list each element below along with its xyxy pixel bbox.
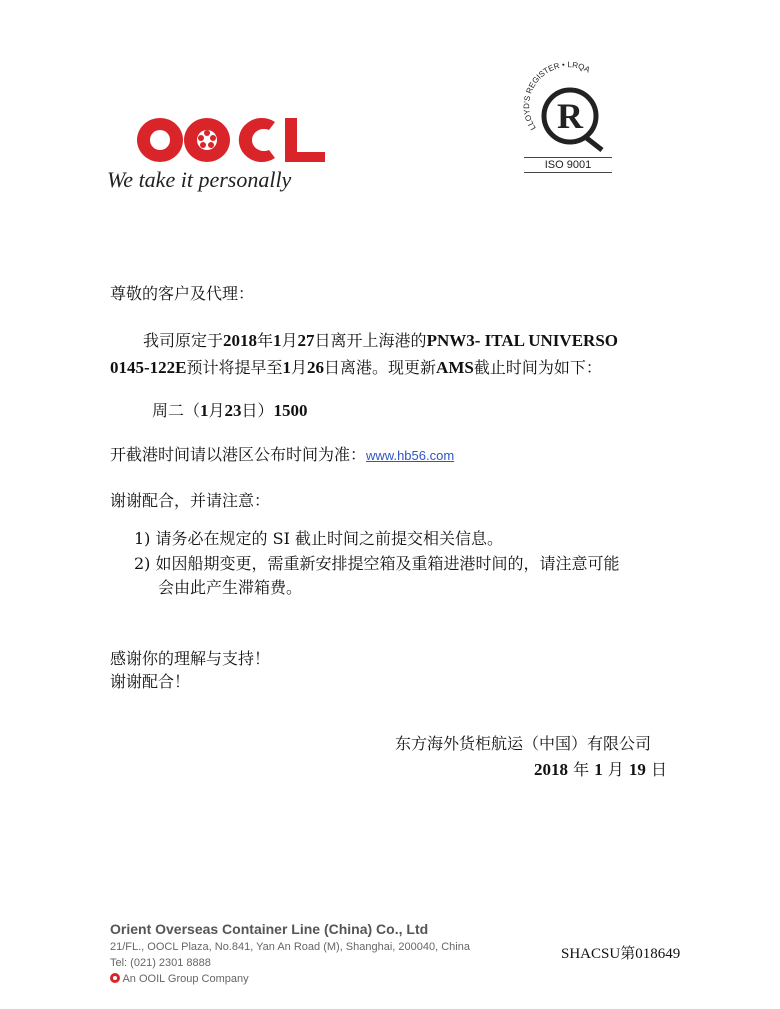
- closing-line-1: 感谢你的理解与支持！: [110, 649, 271, 668]
- footer-company-name: Orient Overseas Container Line (China) Co., Ltd: [110, 921, 429, 937]
- signature-company: 东方海外货柜航运（中国）有限公司: [395, 734, 652, 753]
- oocl-flower-icon: [110, 973, 120, 983]
- footer-group: An OOIL Group Company: [110, 973, 500, 986]
- iso-cert-badge: [522, 58, 614, 174]
- closing-line-2: 谢谢配合！: [110, 672, 191, 691]
- list-item-2: 2) 如因船期变更，需重新安排提空箱及重箱进港时间的，请注意可能: [134, 554, 620, 573]
- deadline: 周二（1月23日）1500: [152, 401, 308, 420]
- svg-text:LLOYD'S REGISTER • LRQA: LLOYD'S REGISTER • LRQA: [522, 60, 592, 132]
- footer-telephone: Tel: (021) 2301 8888: [110, 957, 211, 969]
- signature-date: 2018 年 1 月 19 日: [534, 760, 668, 779]
- paragraph-1-line-1: 我司原定于2018年1月27日离开上海港的PNW3- ITAL UNIVERSO: [143, 331, 618, 350]
- tagline: We take it personally: [107, 167, 292, 192]
- salutation: 尊敬的客户及代理：: [110, 284, 255, 303]
- list-item-1: 1) 请务必在规定的 SI 截止时间之前提交相关信息。: [134, 529, 503, 548]
- oocl-logo-graphic: [135, 112, 335, 172]
- terminal-website-link[interactable]: www.hb56.com: [366, 448, 455, 463]
- footer-address: 21/FL., OOCL Plaza, No.841, Yan An Road (M), Shanghai, 200040, China: [110, 941, 470, 953]
- svg-text:R: R: [557, 96, 583, 136]
- cutoff-note: 开截港时间请以港区公布时间为准：www.hb56.com: [110, 445, 455, 464]
- paragraph-1-line-2: 0145-122E预计将提早至1月26日离港。现更新AMS截止时间为如下：: [110, 358, 602, 377]
- oocl-logo: [107, 112, 327, 196]
- iso-label: ISO 9001: [524, 157, 612, 173]
- list-item-2-continuation: 会由此产生滞箱费。: [158, 578, 303, 597]
- thanks-note: 谢谢配合，并请注意：: [110, 491, 271, 510]
- reference-number: SHACSU第018649: [561, 944, 681, 962]
- lrqa-seal-icon: [522, 58, 614, 154]
- oocl-wordmark: [135, 112, 335, 172]
- footer-letterhead: [110, 921, 500, 993]
